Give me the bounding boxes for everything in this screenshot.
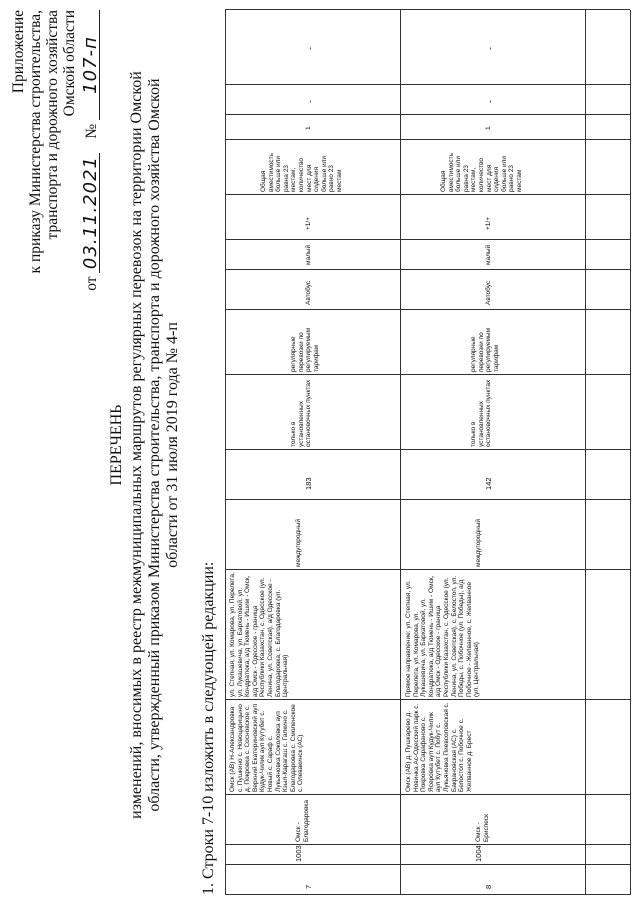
- row7-vehicle-class: малый: [305, 244, 312, 265]
- appendix-line3: транспорта и дорожного хозяйства: [44, 10, 61, 240]
- appendix-line1: Приложение: [10, 10, 27, 94]
- heading-block: [108, 45, 182, 845]
- row7-stops: Омск (АВ) Н-Александровка с. Пушкино с. Новоцарицыно д. Покровка с. Сосновское с. Верхний Екатериновский ауп Кудук-Чилик аул Кутубет с. Новый с. Сараф с. Лукьяновка Соколовка ауп Кзыл-Карагаш с. Галкино с. Благодаровка с. Смоленское с. Олевакинск (АС): [229, 703, 305, 792]
- routes-table: [225, 10, 635, 895]
- heading-line3: области от 31 июля 2019 года № 4-п: [164, 322, 181, 568]
- appendix-date-line: [82, 10, 100, 425]
- row7-carrier: -: [305, 47, 315, 50]
- row8-date-start: 1: [485, 126, 492, 130]
- row7-capacity: Общая вместимость больше или равна 23 местам, количество мест для сидения больше или равно 23 местам: [260, 152, 343, 192]
- row8-vehicle-class: малый: [485, 244, 492, 265]
- date-value: 03.11.2021: [82, 153, 100, 273]
- number-prefix: №: [83, 123, 100, 139]
- row8-stops: Омск (АВ) д. Пушкарево д. Новинка Ас-Одесский парк с. Покровка Сарафаново с. Ясеровка ауп Кудук-Чилик аул Кутубет с. Побут с. Лукьяновка Пиевсоловская с. Бакрановская (АС) с. Белостоп с. Побочное с. Желванное д. Брест: [405, 702, 473, 792]
- appendix-line4: Омской области: [61, 10, 78, 117]
- row7-route-num: 1003: [294, 845, 303, 862]
- row8-route-num: 1004: [474, 845, 483, 862]
- row7-stop-order: только в установленных остановочных пунктах: [290, 379, 313, 447]
- row8-type: междугородный: [475, 518, 482, 567]
- heading-line1: изменений, вносимых в реестр межмуниципальных маршрутов регулярных перевозок на территории Омской: [128, 71, 145, 819]
- appendix-line2: к приказу Министерства строительства,: [27, 10, 44, 274]
- row7-num: 7: [304, 884, 313, 889]
- heading-line2: области, утвержденный приказом Министерства строительства, транспорта и дорожного хозяйства Омской: [146, 78, 163, 812]
- row8-streets: Прямое направление: ул. Степная, ул. Перелета, ул. Комарова, ул. Лукашевича, ул. Бархатовой, ул. Кондратюка, а/д Тюмень - Ишим - Омск, а/д Омск - Одесское - граница Республики Казахстан, с. Одесское (ул. Ленина, ул. Советская), с. Белостоп, ул. Победы, с. Побочное (ул. Победы), а/д Побочное - Желванное, с. Желванное (ул. Центральная): [405, 575, 481, 697]
- row7-vehicle-kind: Автобус: [305, 280, 312, 305]
- row8-num: 8: [484, 884, 493, 889]
- row8-vehicle-kind: Автобус: [485, 280, 492, 305]
- row7-streets: ул. Степная, ул. Комарова, ул. Перелета, ул. Лукашевича, ул. Бархатовой, ул. Кондратюка, а/д Тюмень - Ишим - Омск, а/д Омск - Одесское - граница Республики Казахстан, с. Одесское (ул. Ленина, ул. Советская), а/д Одесское - Благодаровка, с. Благодаровка (ул. Центральная): [229, 572, 290, 697]
- row8-carrier: -: [485, 47, 495, 50]
- row8-length: 142: [484, 477, 493, 490]
- row7-flag: -: [305, 100, 315, 103]
- row7-type: междугородный: [295, 518, 302, 567]
- appendix-block: [10, 10, 100, 425]
- intro-text: 1. Строки 7-10 изложить в следующей редакции:: [200, 561, 217, 895]
- row7-date-start: 1: [305, 126, 312, 130]
- heading-title: ПЕРЕЧЕНЬ: [108, 404, 125, 486]
- row7-tariff: регулярные перевозки по регулируемым тарифам: [290, 327, 320, 372]
- row8-capacity: Общая вместимость больше или равна 23 местам, количество мест для сидения больше или равно 23 местам: [440, 152, 523, 192]
- date-prefix: от: [83, 276, 100, 291]
- row8-flag: -: [485, 100, 495, 103]
- row8-eco-class: +1/+: [485, 216, 492, 230]
- row8-tariff: регулярные перевозки по регулируемым тарифам: [470, 327, 500, 372]
- number-value: 107-п: [82, 10, 100, 120]
- row7-length: 183: [304, 477, 313, 490]
- row7-eco-class: +1/+: [305, 216, 312, 230]
- row8-stop-order: только в установленных остановочных пунктах: [470, 379, 493, 447]
- row8-name: Омск - Бриспеск: [475, 814, 490, 842]
- row7-name: Омск - Благодаровка: [295, 800, 310, 842]
